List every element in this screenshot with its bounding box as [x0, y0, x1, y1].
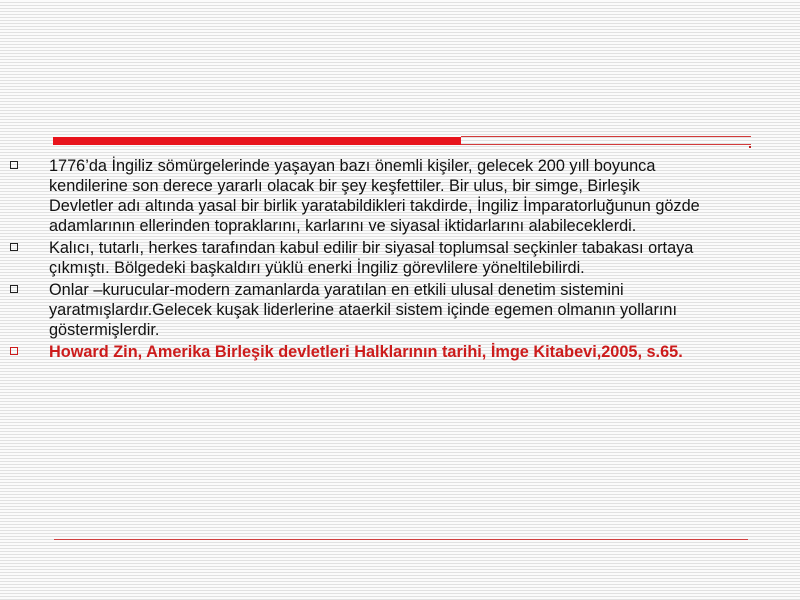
top-accent-bar — [53, 137, 461, 145]
bullet-text: Kalıcı, tutarlı, herkes tarafından kabul edilir bir siyasal toplumsal seçkinler tabakası ortaya çıkmıştı. Bölgedeki başkaldırı yüklü enerki İngiliz görevlilere yöneltilebilirdi. — [49, 239, 694, 277]
bullet-text: 1776’da İngiliz sömürgelerinde yaşayan bazı önemli kişiler, gelecek 200 yıll boyunca kendilerine son derece yararlı olacak bir şey keşfettiler. Bir ulus, bir simge, Birleşik Devletler adı altında yasal bir birlik yaratabildikleri takdirde, İngiliz İmparatorluğunun gözde adamlarının ellerinden topraklarını, karlarını ve siyasal iktidarlarını alabileceklerdi. — [49, 157, 700, 235]
citation-item — [10, 342, 700, 362]
bullet-item — [10, 156, 700, 236]
bullet-text: Onlar –kurucular-modern zamanlarda yaratılan en etkili ulusal denetim sistemini yaratmışlardır.Gelecek kuşak liderlerine ataerkil sistem içinde egemen olmanın yollarını göstermişlerdir. — [49, 281, 678, 339]
hollow-square-bullet-icon — [10, 285, 18, 293]
top-accent-tick — [749, 146, 751, 148]
bullet-item — [10, 280, 700, 340]
bullet-item — [10, 238, 700, 278]
hollow-square-bullet-icon — [10, 243, 18, 251]
hollow-square-bullet-icon — [10, 347, 18, 355]
bottom-rule — [54, 539, 748, 540]
hollow-square-bullet-icon — [10, 161, 18, 169]
top-accent-line-lower — [461, 144, 751, 145]
top-accent-line — [461, 136, 751, 137]
citation-text: Howard Zin, Amerika Birleşik devletleri Halklarının tarihi, İmge Kitabevi,2005, s.65. — [49, 343, 683, 361]
bullet-list — [10, 156, 700, 364]
